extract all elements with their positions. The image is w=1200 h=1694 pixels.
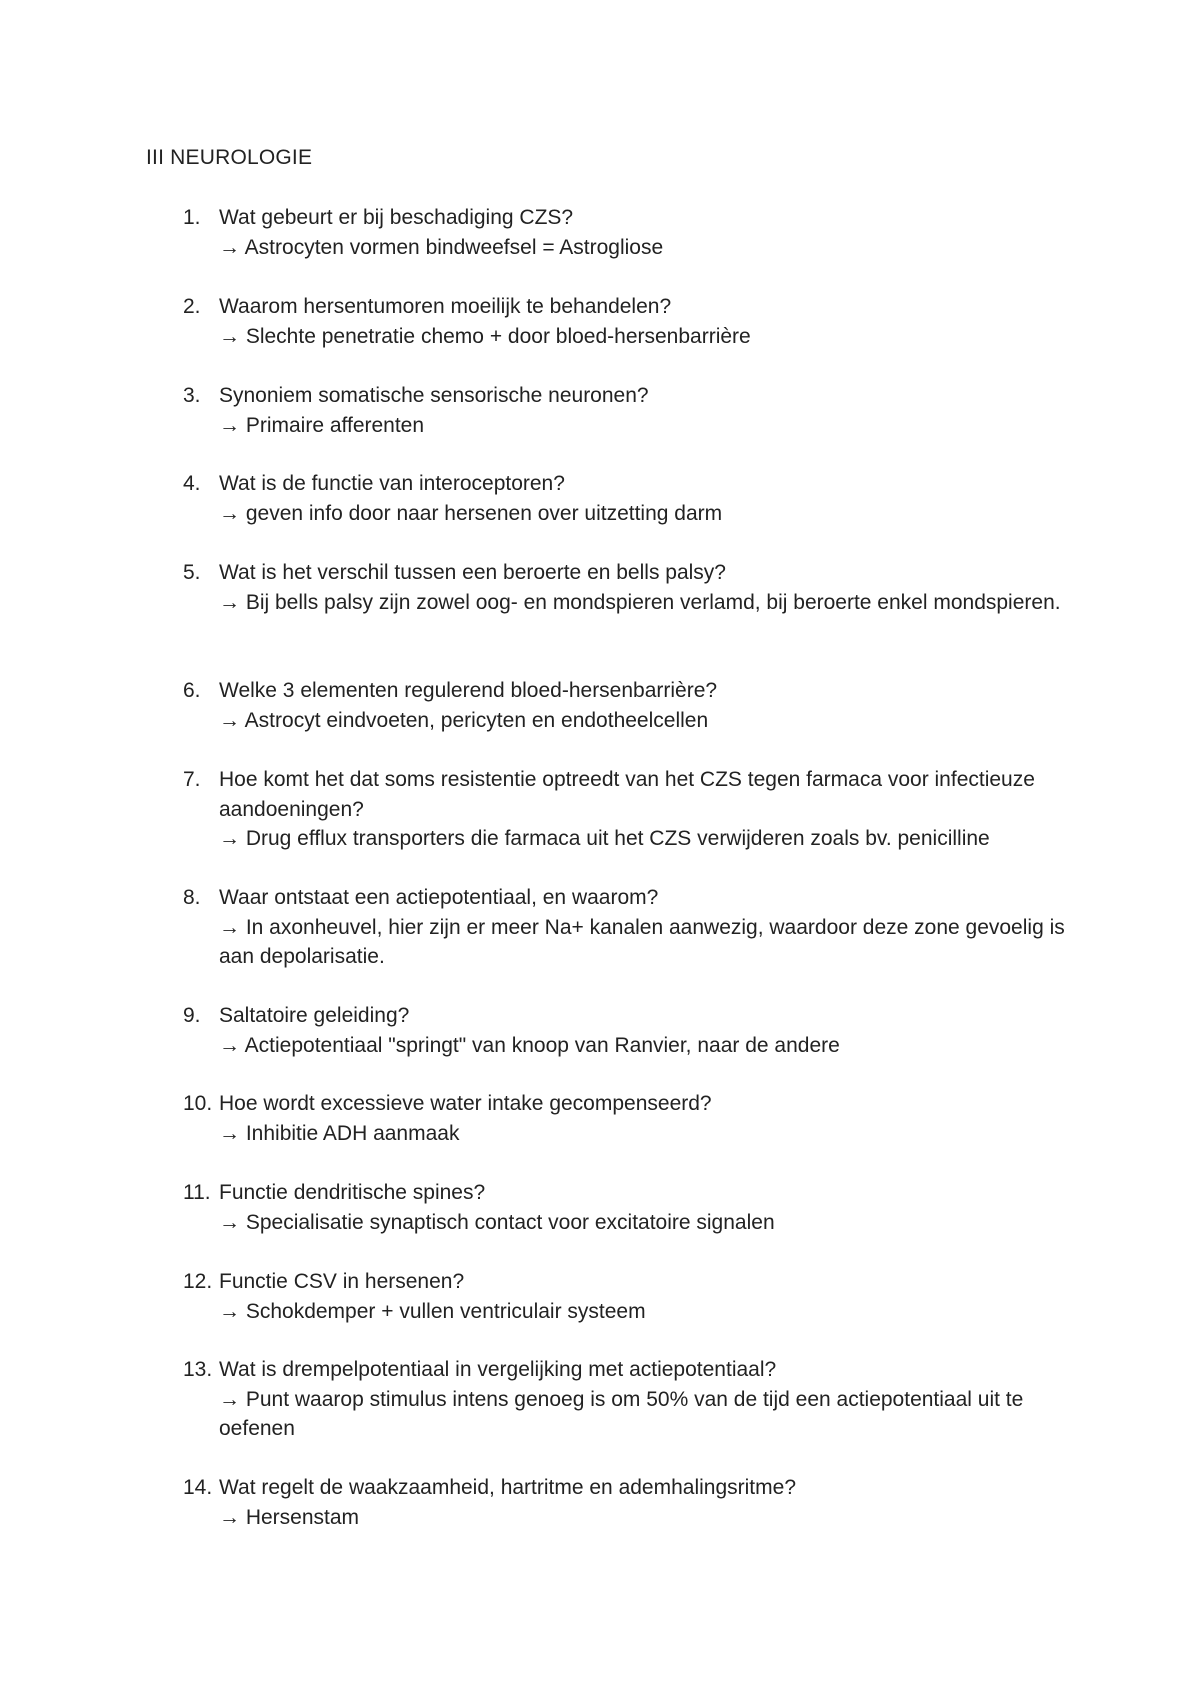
- item-answer: → Slechte penetratie chemo + door bloed-hersenbarrière: [219, 324, 751, 348]
- item-body: [219, 203, 1069, 262]
- item-question: Wat regelt de waakzaamheid, hartritme en ademhalingsritme?: [219, 1476, 796, 1499]
- item-body: [219, 1089, 1069, 1148]
- item-number: 11.: [183, 1181, 211, 1204]
- item-body: [219, 676, 1069, 735]
- item-answer: → In axonheuvel, hier zijn er meer Na+ kanalen aanwezig, waardoor deze zone gevoelig is aan depolarisatie.: [219, 915, 1065, 968]
- item-body: [219, 1178, 1069, 1237]
- item-answer: → Bij bells palsy zijn zowel oog- en mondspieren verlamd, bij beroerte enkel mondspieren.: [219, 590, 1061, 614]
- item-answer: → Schokdemper + vullen ventriculair systeem: [219, 1299, 646, 1323]
- item-number: 3.: [183, 384, 201, 407]
- item-body: [219, 292, 1069, 351]
- item-answer: → Punt waarop stimulus intens genoeg is om 50% van de tijd een actiepotentiaal uit te oefenen: [219, 1387, 1024, 1440]
- item-answer: → geven info door naar hersenen over uitzetting darm: [219, 501, 723, 525]
- item-question: Waar ontstaat een actiepotentiaal, en waarom?: [219, 886, 659, 909]
- item-body: [219, 765, 1069, 854]
- item-answer: → Drug efflux transporters die farmaca uit het CZS verwijderen zoals bv. penicilline: [219, 827, 990, 850]
- item-question: Hoe komt het dat soms resistentie optreedt van het CZS tegen farmaca voor infectieuze aandoeningen?: [219, 768, 1035, 821]
- item-number: 4.: [183, 472, 201, 495]
- document-title: III NEUROLOGIE: [146, 146, 313, 169]
- item-question: Wat gebeurt er bij beschadiging CZS?: [219, 206, 574, 229]
- item-answer: → Inhibitie ADH aanmaak: [219, 1121, 460, 1145]
- item-question: Waarom hersentumoren moeilijk te behandelen?: [219, 295, 672, 318]
- item-body: [219, 1355, 1069, 1444]
- item-body: [219, 1473, 1069, 1532]
- item-question: Wat is het verschil tussen een beroerte en bells palsy?: [219, 561, 726, 584]
- item-question: Functie dendritische spines?: [219, 1181, 486, 1204]
- item-question: Welke 3 elementen regulerend bloed-hersenbarrière?: [219, 679, 718, 702]
- item-answer: → Astrocyten vormen bindweefsel = Astrogliose: [219, 235, 664, 259]
- item-body: [219, 883, 1069, 972]
- item-number: 8.: [183, 886, 201, 909]
- item-question: Functie CSV in hersenen?: [219, 1270, 465, 1293]
- item-answer: → Actiepotentiaal "springt" van knoop van Ranvier, naar de andere: [219, 1033, 840, 1057]
- item-number: 1.: [183, 206, 201, 229]
- item-body: [219, 1001, 1069, 1060]
- item-body: [219, 558, 1069, 617]
- item-body: [219, 1267, 1069, 1326]
- item-number: 5.: [183, 561, 201, 584]
- item-answer: → Astrocyt eindvoeten, pericyten en endotheelcellen: [219, 708, 709, 732]
- item-number: 2.: [183, 295, 201, 318]
- item-answer: → Specialisatie synaptisch contact voor excitatoire signalen: [219, 1210, 775, 1234]
- item-number: 9.: [183, 1004, 201, 1027]
- item-answer: → Hersenstam: [219, 1505, 360, 1529]
- item-number: 10.: [183, 1092, 213, 1115]
- item-body: [219, 381, 1069, 440]
- item-question: Hoe wordt excessieve water intake gecompenseerd?: [219, 1092, 712, 1115]
- item-number: 12.: [183, 1270, 213, 1293]
- item-number: 13.: [183, 1358, 213, 1381]
- item-question: Synoniem somatische sensorische neuronen?: [219, 384, 649, 407]
- item-question: Wat is de functie van interoceptoren?: [219, 472, 565, 495]
- item-number: 7.: [183, 768, 201, 791]
- item-answer: → Primaire afferenten: [219, 413, 425, 437]
- item-body: [219, 469, 1069, 528]
- item-question: Wat is drempelpotentiaal in vergelijking met actiepotentiaal?: [219, 1358, 777, 1381]
- item-question: Saltatoire geleiding?: [219, 1004, 410, 1027]
- item-number: 14.: [183, 1476, 213, 1499]
- item-number: 6.: [183, 679, 201, 702]
